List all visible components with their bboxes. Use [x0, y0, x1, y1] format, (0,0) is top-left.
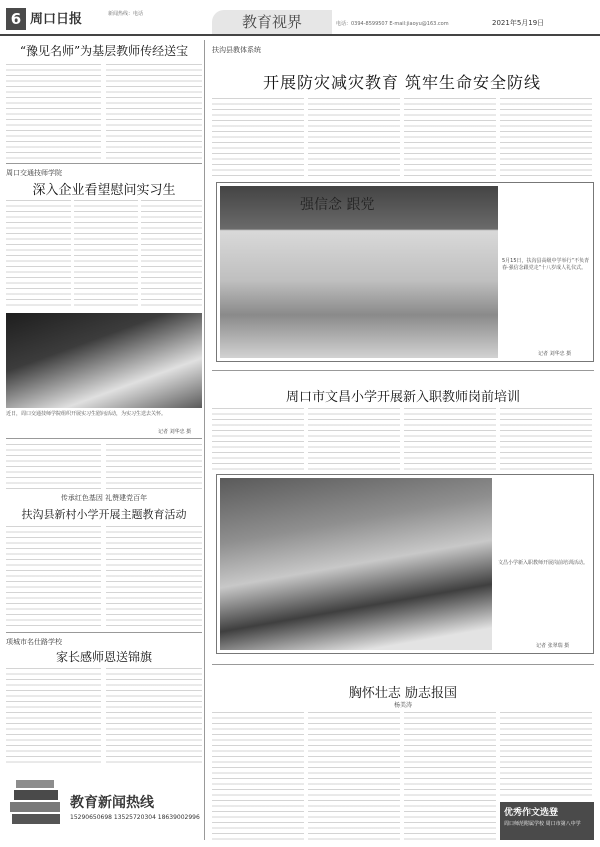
lead-photo-caption: 5月15日，扶沟县高级中学举行“不负青春·强信念跟党走”十八岁成人礼仪式。	[502, 258, 590, 271]
story3-top-col1	[6, 444, 101, 489]
lead-body-col1	[212, 98, 304, 178]
story4-body-col2	[106, 668, 202, 766]
award-subtitle: 周口师范附属学校 周口市第八中学	[504, 821, 581, 827]
paper-logo: 周口日报	[30, 12, 83, 27]
divider	[212, 664, 594, 665]
lead-body-col3	[404, 98, 496, 178]
masthead-right-meta: 电话：0394-8599507 E-mail:jiaoyu@163.com	[336, 21, 449, 27]
award-box	[500, 802, 594, 840]
second-photo	[220, 478, 492, 650]
column-divider	[204, 40, 205, 840]
second-headline: 周口市文昌小学开展新入职教师岗前培训	[285, 390, 520, 405]
story3-top-col2	[106, 444, 202, 489]
lead-body-col2	[308, 98, 400, 178]
essay-body-col3	[404, 712, 496, 840]
divider	[6, 632, 202, 633]
photo-banner-text: 强信念 跟党	[300, 197, 375, 213]
story1-headline: “豫见名师”为基层教师传经送宝	[19, 44, 189, 58]
divider	[6, 438, 202, 439]
masthead-rule	[0, 34, 600, 36]
story2-body-col1	[6, 200, 71, 310]
issue-date: 2021年5月19日	[492, 19, 545, 27]
story2-headline: 深入企业看望慰问实习生	[32, 183, 176, 198]
story2-photo	[6, 313, 202, 408]
story2-caption: 近日，周口交通技师学院组织开展实习生慰问活动，为实习生送去关怀。	[6, 411, 167, 417]
section-title: 教育视界	[212, 10, 332, 34]
second-photo-caption: 文昌小学新入职教师开展岗前培训活动。	[498, 560, 589, 566]
story2-kicker: 周口交通技师学院	[6, 169, 62, 177]
story3-body-col2	[106, 526, 202, 626]
second-photo-credit: 记者 张翠瑞 摄	[536, 643, 570, 649]
essay-body-col1	[212, 712, 304, 840]
divider	[212, 370, 594, 371]
second-body-col4	[500, 408, 592, 470]
lead-photo	[220, 186, 498, 358]
story4-kicker: 项城市名仕路学校	[6, 638, 62, 646]
essay-body-col4	[500, 712, 592, 798]
second-body-col2	[308, 408, 400, 470]
story1-body-col1	[6, 64, 101, 159]
story2-body-col3	[141, 200, 202, 310]
lead-kicker: 扶沟县教体系统	[212, 46, 261, 54]
hotline-phones: 15290650698 13525720304 18639002996	[70, 814, 200, 821]
essay-headline: 胸怀壮志 励志报国	[348, 686, 458, 701]
book-stack-icon	[6, 778, 66, 838]
award-title: 优秀作文选登	[504, 808, 559, 818]
story3-headline: 扶沟县新村小学开展主题教育活动	[21, 508, 187, 521]
essay-author: 杨美涛	[393, 702, 412, 709]
second-body-col3	[404, 408, 496, 470]
story3-body-col1	[6, 526, 101, 626]
lead-headline: 开展防灾减灾教育 筑牢生命安全防线	[262, 73, 542, 92]
second-body-col1	[212, 408, 304, 470]
story2-body-col2	[74, 200, 138, 310]
lead-photo-credit: 记者 刘华忠 摄	[538, 351, 572, 357]
hotline-title: 教育新闻热线	[70, 795, 154, 811]
story4-body-col1	[6, 668, 101, 766]
page-number: 6	[6, 8, 26, 30]
story3-kicker: 传承红色基因 礼赞建党百年	[60, 494, 148, 502]
masthead-left-meta: 新闻热线：电话	[108, 11, 144, 17]
essay-body-col2	[308, 712, 400, 840]
story1-body-col2	[106, 64, 202, 159]
lead-body-col4	[500, 98, 592, 178]
divider	[6, 163, 202, 164]
story4-headline: 家长感师恩送锦旗	[55, 650, 152, 664]
story2-credit: 记者 刘华忠 摄	[158, 429, 192, 435]
